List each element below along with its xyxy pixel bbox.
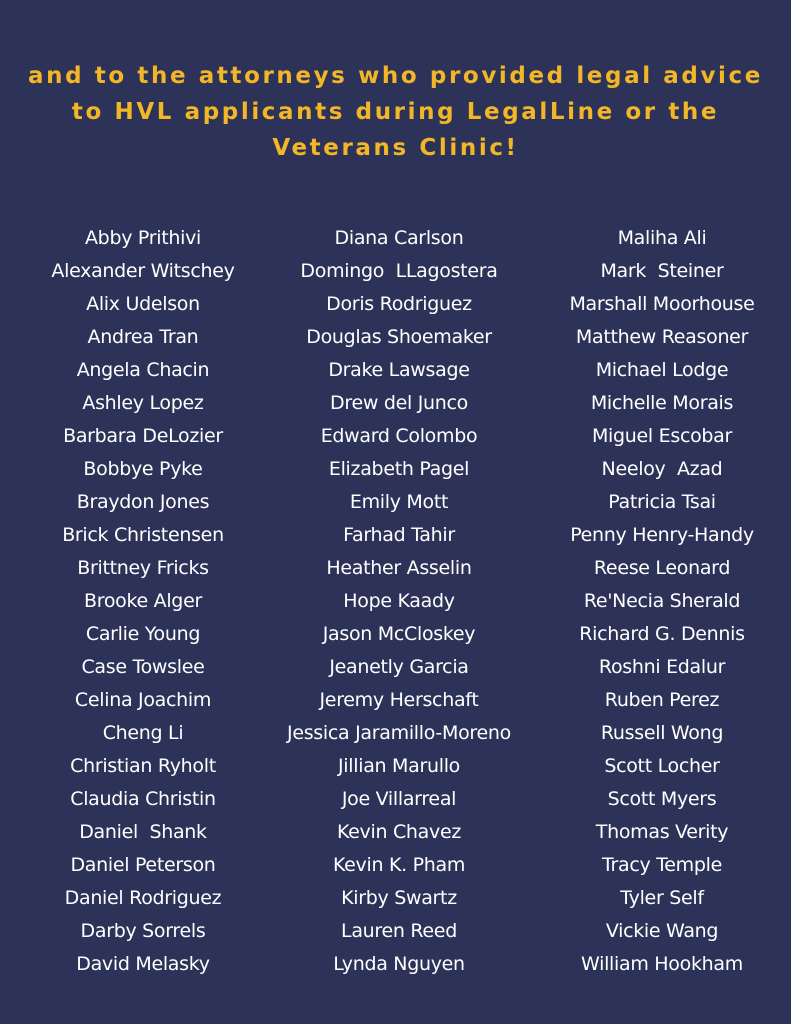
attorney-name: William Hookham <box>581 953 743 975</box>
attorney-name: Jessica Jaramillo-Moreno <box>287 722 511 744</box>
names-column-middle <box>258 222 540 981</box>
attorney-name: Domingo LLagostera <box>300 260 498 282</box>
attorney-name: Angela Chacin <box>76 359 210 381</box>
attorney-name: Abby Prithivi <box>84 227 201 249</box>
attorney-name: Jason McCloskey <box>322 623 476 645</box>
attorney-name: Penny Henry-Handy <box>570 524 754 546</box>
attorney-name: Kevin Chavez <box>336 821 462 843</box>
attorney-name: Braydon Jones <box>76 491 210 513</box>
attorney-name: Jeremy Herschaft <box>319 689 479 711</box>
attorney-name: Heather Asselin <box>326 557 472 579</box>
attorney-name: Claudia Christin <box>70 788 216 810</box>
attorney-name: Re'Necia Sherald <box>583 590 741 612</box>
attorney-name: Farhad Tahir <box>343 524 455 546</box>
attorney-name: Bobbye Pyke <box>83 458 203 480</box>
attorney-name: Doris Rodriguez <box>326 293 472 315</box>
attorney-name: Daniel Peterson <box>70 854 216 876</box>
attorney-name: Michelle Morais <box>590 392 734 414</box>
attorney-name: Mark Steiner <box>600 260 724 282</box>
attorney-name: Russell Wong <box>600 722 724 744</box>
attorney-name: Kevin K. Pham <box>332 854 466 876</box>
attorney-name: Matthew Reasoner <box>575 326 749 348</box>
attorney-name: Vickie Wang <box>605 920 719 942</box>
attorney-name: Emily Mott <box>349 491 449 513</box>
attorney-name: Cheng Li <box>102 722 184 744</box>
attorney-name: Joe Villarreal <box>341 788 457 810</box>
attorney-name: Tyler Self <box>620 887 704 909</box>
attorney-name: Reese Leonard <box>593 557 731 579</box>
attorney-name: Daniel Rodriguez <box>64 887 222 909</box>
attorney-name: Brick Christensen <box>62 524 224 546</box>
attorney-name: Drew del Junco <box>330 392 468 414</box>
attorney-name: Douglas Shoemaker <box>306 326 492 348</box>
attorney-name: Hope Kaady <box>343 590 455 612</box>
names-column-left <box>23 222 263 981</box>
attorney-name: Diana Carlson <box>334 227 464 249</box>
attorney-name: Scott Myers <box>607 788 717 810</box>
attorney-name: Maliha Ali <box>617 227 707 249</box>
heading-line: to HVL applicants during LegalLine or the <box>71 99 720 125</box>
attorney-name: Brooke Alger <box>84 590 202 612</box>
attorney-name: Brittney Fricks <box>77 557 209 579</box>
attorney-name: Thomas Verity <box>595 821 729 843</box>
attorney-name: Lynda Nguyen <box>333 953 465 975</box>
attorney-name: Tracy Temple <box>601 854 722 876</box>
attorney-name: Jeanetly Garcia <box>329 656 469 678</box>
attorney-name: Elizabeth Pagel <box>328 458 470 480</box>
attorney-name-list <box>0 222 791 992</box>
attorney-name: Marshall Moorhouse <box>569 293 755 315</box>
attorney-name: Scott Locher <box>604 755 720 777</box>
attorney-name: Ashley Lopez <box>82 392 204 414</box>
attorney-name: Christian Ryholt <box>70 755 216 777</box>
attorney-name: Michael Lodge <box>595 359 729 381</box>
attorney-name: Drake Lawsage <box>328 359 470 381</box>
attorney-name: Patricia Tsai <box>608 491 716 513</box>
heading-line: Veterans Clinic! <box>272 135 519 161</box>
attorney-name: Celina Joachim <box>74 689 212 711</box>
attorney-name: Neeloy Azad <box>601 458 723 480</box>
heading-line: and to the attorneys who provided legal advice <box>28 63 763 89</box>
attorney-name: Roshni Edalur <box>598 656 726 678</box>
attorney-name: Alix Udelson <box>86 293 200 315</box>
attorney-name: Ruben Perez <box>604 689 720 711</box>
attorney-name: Case Towslee <box>81 656 205 678</box>
attorney-name: Andrea Tran <box>87 326 199 348</box>
names-column-right <box>538 222 786 981</box>
attorney-name: David Melasky <box>76 953 210 975</box>
attorney-name: Edward Colombo <box>320 425 478 447</box>
attorney-name: Barbara DeLozier <box>63 425 223 447</box>
attorney-name: Richard G. Dennis <box>579 623 745 645</box>
attorney-name: Jillian Marullo <box>337 755 460 777</box>
attorney-name: Lauren Reed <box>341 920 457 942</box>
attorney-name: Miguel Escobar <box>591 425 733 447</box>
attorney-name: Kirby Swartz <box>341 887 457 909</box>
attorney-name: Carlie Young <box>85 623 201 645</box>
thank-you-heading <box>0 58 791 166</box>
attorney-name: Darby Sorrels <box>80 920 206 942</box>
attorney-name: Alexander Witschey <box>51 260 235 282</box>
attorney-name: Daniel Shank <box>79 821 207 843</box>
